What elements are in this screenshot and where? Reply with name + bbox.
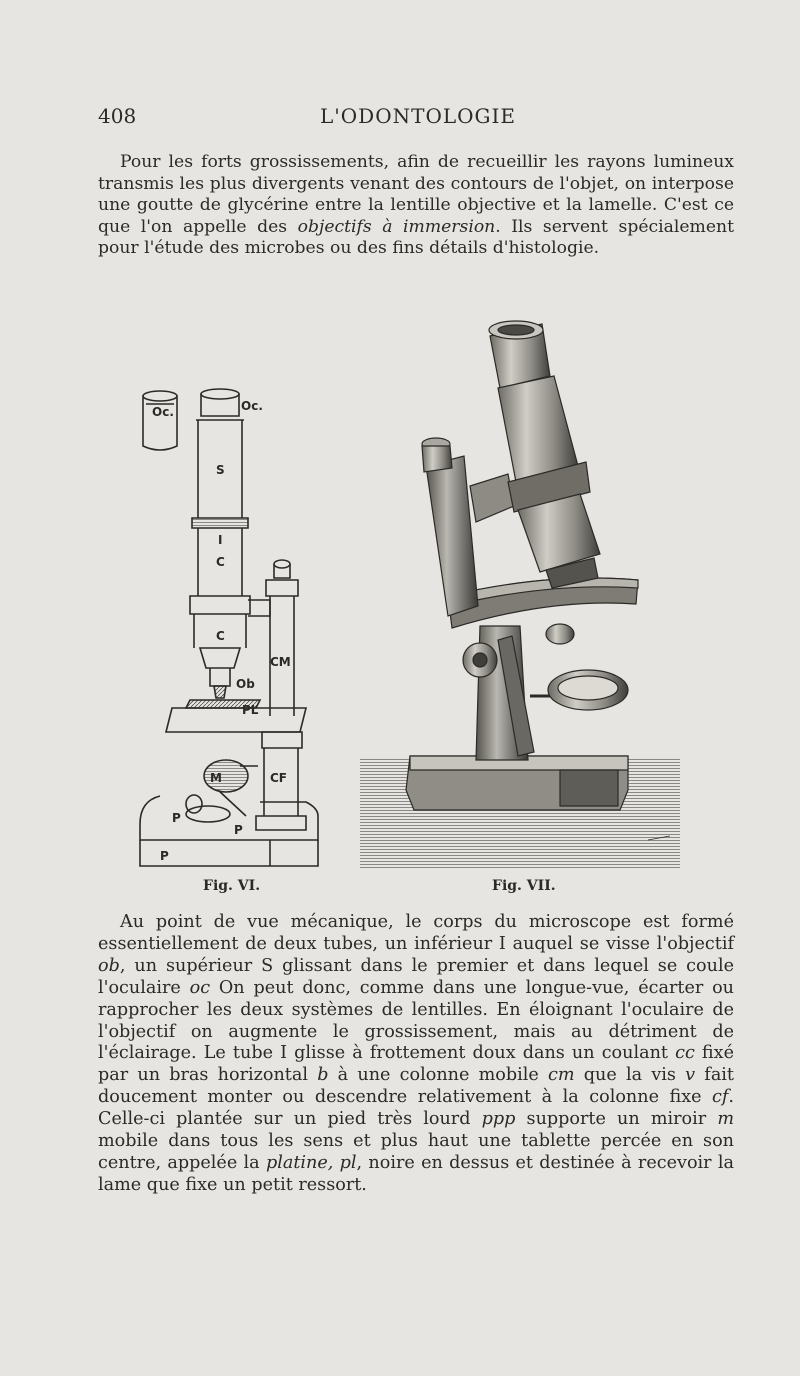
text-run: Pour les forts grossissements, afin de recueillir les rayons lumineux transmis les plus divergents venant des contours de l'objet, on interpose une goutte de glycérine entre la lentille objective et la lamelle. C'est ce que l'on appelle des bbox=[98, 152, 734, 237]
figure-7-caption: Fig. VII. bbox=[492, 878, 556, 894]
label-p2: P bbox=[234, 823, 243, 837]
italic-term: cc bbox=[675, 1043, 695, 1064]
running-head bbox=[98, 104, 738, 134]
label-cf: CF bbox=[270, 771, 288, 785]
label-m: M bbox=[210, 771, 222, 785]
paragraph-mechanics bbox=[98, 912, 734, 1197]
italic-term: ppp bbox=[481, 1109, 516, 1130]
figure-drawings bbox=[130, 296, 690, 896]
loose-eyepiece bbox=[143, 391, 177, 450]
running-title: L'ODONTOLOGIE bbox=[320, 104, 516, 128]
figure-6-microscope-diagram bbox=[140, 389, 318, 866]
text-run: supporte un miroir bbox=[515, 1109, 718, 1130]
label-c1: C bbox=[216, 555, 225, 569]
text-run: . Ils servent spécialement pour l'étude des microbes ou des fins détails d'histologie. bbox=[98, 216, 734, 259]
text-run: . Celle-ci plantée sur un pied très lourd bbox=[98, 1087, 734, 1130]
label-p1: P bbox=[172, 811, 181, 825]
paragraph-immersion bbox=[98, 152, 734, 260]
label-pl: PL bbox=[242, 703, 259, 717]
label-s: S bbox=[216, 463, 225, 477]
label-p3: P bbox=[160, 849, 169, 863]
label-oc: Oc. bbox=[241, 399, 263, 413]
text-run: , noire en dessus et destinée à recevoir la lame que fixe un petit ressort. bbox=[98, 1152, 734, 1195]
figure-6-caption: Fig. VI. bbox=[203, 878, 261, 894]
italic-term: b bbox=[317, 1065, 329, 1086]
label-c2: C bbox=[216, 629, 225, 643]
italic-term: cf bbox=[712, 1087, 729, 1108]
label-oc-loose: Oc. bbox=[152, 405, 174, 419]
text-run: mobile dans tous les sens et plus haut une tablette percée en son centre, appelée la bbox=[98, 1131, 734, 1173]
italic-term: platine, pl bbox=[265, 1152, 357, 1173]
italic-term: oc bbox=[189, 977, 211, 998]
text-run: que la vis bbox=[574, 1065, 686, 1086]
italic-term: objectifs à immersion bbox=[297, 216, 496, 237]
label-cm: CM bbox=[270, 655, 291, 669]
text-run: fixé par un bras horizontal bbox=[98, 1043, 734, 1086]
text-run: à une colonne mobile bbox=[328, 1065, 549, 1086]
italic-term: v bbox=[685, 1065, 696, 1086]
text-run: fait doucement monter ou descendre relativement à la colonne fixe bbox=[98, 1065, 735, 1108]
text-run: Au point de vue mécanique, le corps du microscope est formé essentiellement de deux tubes, un inférieur I auquel se visse l'objectif bbox=[98, 912, 734, 954]
text-run: , un supérieur S glissant dans le premier et dans lequel se coule l'oculaire bbox=[98, 955, 734, 998]
label-ob: Ob bbox=[236, 677, 255, 691]
italic-term: m bbox=[717, 1109, 734, 1130]
italic-term: cm bbox=[548, 1065, 575, 1086]
text-run: On peut donc, comme dans une longue-vue, écarter ou rapprocher les deux systèmes de lentilles. En éloignant l'oculaire de l'objectif on augmente le grossissement, mais au détriment de l'éclairage. Le tube I glisse à frottement doux dans un coulant bbox=[98, 977, 734, 1064]
page-number: 408 bbox=[98, 104, 137, 128]
figure-7-microscope-engraving bbox=[360, 321, 680, 868]
italic-term: ob bbox=[98, 955, 120, 976]
label-i: I bbox=[218, 533, 223, 547]
figures-area bbox=[130, 296, 690, 896]
